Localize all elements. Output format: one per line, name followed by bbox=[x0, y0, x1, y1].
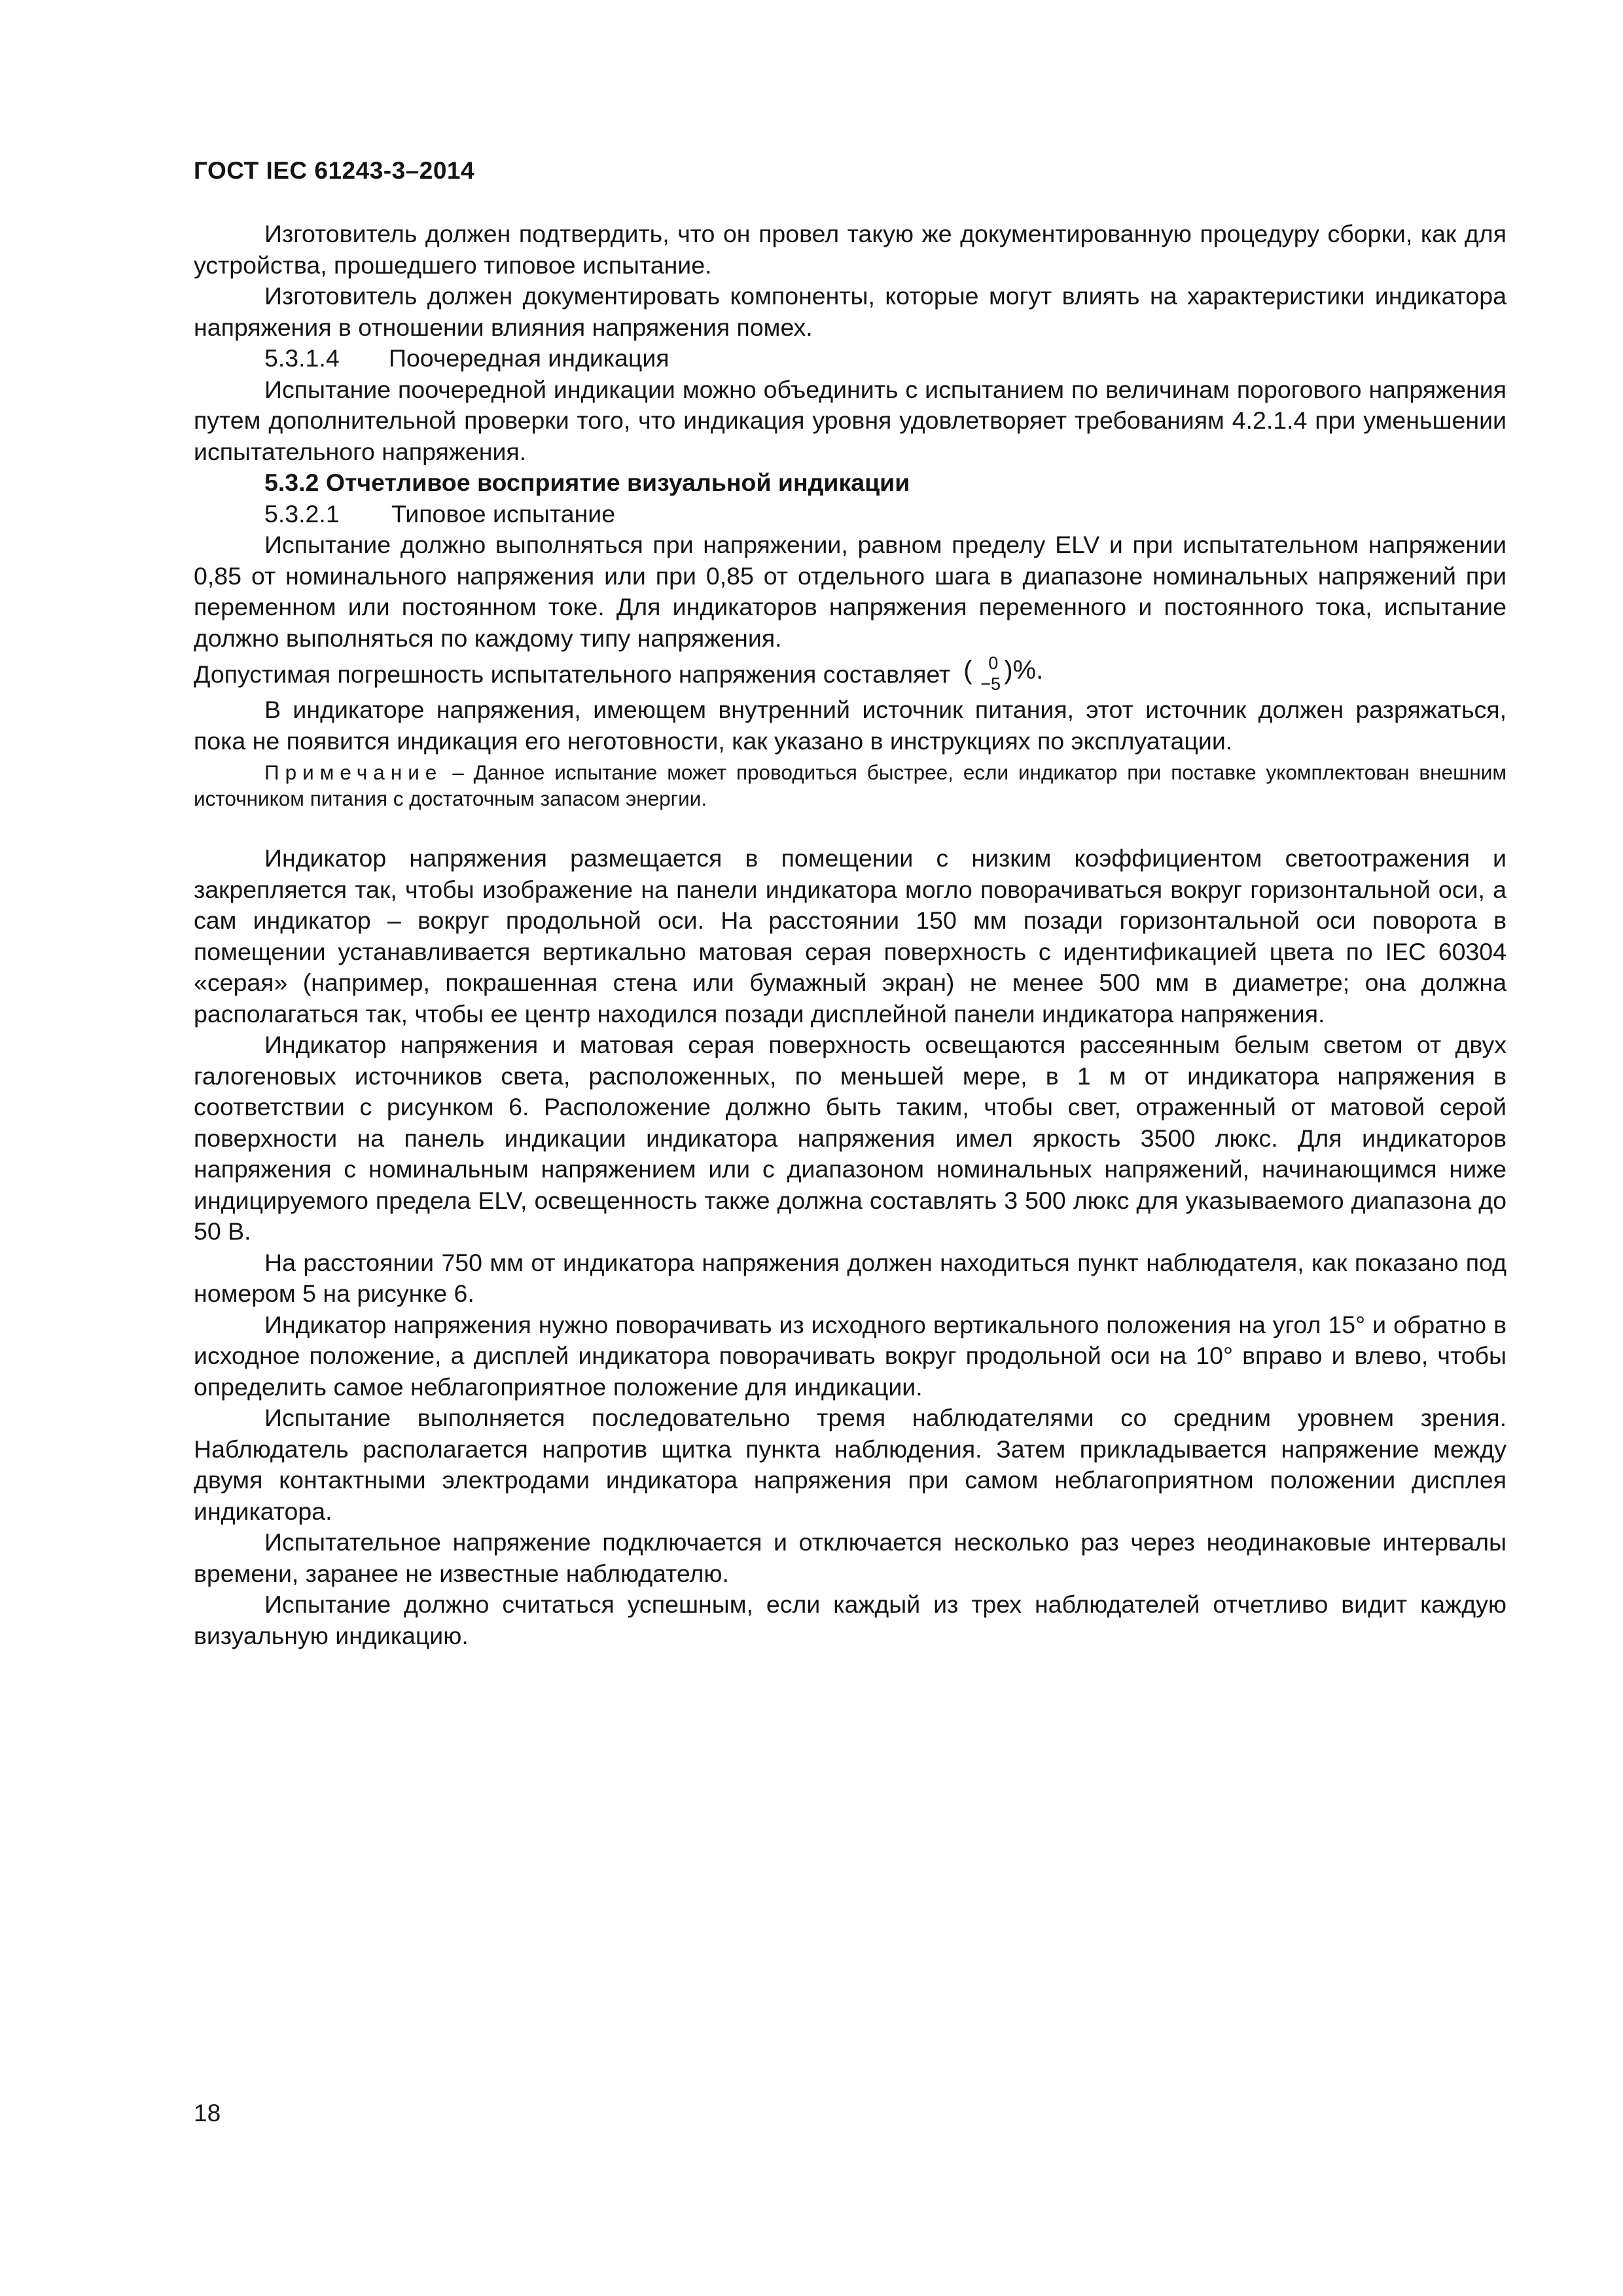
paragraph: В индикаторе напряжения, имеющем внутренний источник питания, этот источник должен разряжаться, пока не появится индикация его неготовности, как указано в инструкциях по эксплуатации. bbox=[194, 696, 1507, 755]
paragraph: Испытание должно выполняться при напряжении, равном пределу ELV и при испытательном напряжении 0,85 от номинального напряжения или при 0,85 от отдельного шага в диапазоне номинальных напряжений при переменном или постоянном токе. Для индикаторов напряжения переменного и постоянного тока, испытание должно выполняться по каждому типу напряжения. bbox=[194, 531, 1507, 652]
tolerance-lower: −5 bbox=[980, 674, 1001, 694]
note-label: Примечание bbox=[264, 761, 443, 784]
paragraph: Индикатор напряжения нужно поворачивать из исходного вертикального положения на угол 15° и обратно в исходное положение, а дисплей индикатора поворачивать вокруг продольной оси на 10° вправо и влево, чтобы определить самое неблагоприятное положение для индикации. bbox=[194, 1310, 1507, 1401]
paragraph: Испытание выполняется последовательно тремя наблюдателями со средним уровнем зрения. Наблюдатель располагается напротив щитка пункта наблюдения. Затем прикладывается напряжение между двумя контактными электродами индикатора напряжения при самом неблагоприятном положении дисплея индикатора. bbox=[194, 1404, 1507, 1525]
tolerance-line bbox=[194, 654, 1507, 694]
tolerance-suffix: )%. bbox=[1004, 656, 1044, 685]
section-title: Типовое испытание bbox=[391, 499, 616, 528]
note-text: – Данное испытание может проводиться быстрее, если индикатор при поставке укомплектован внешним источником питания с достаточным запасом энергии. bbox=[194, 761, 1507, 810]
tolerance-text: Допустимая погрешность испытательного напряжения составляет bbox=[194, 660, 951, 688]
tolerance-formula: ( 0 −5 )%. bbox=[963, 653, 1044, 694]
document-body bbox=[194, 219, 1507, 1651]
section-heading-5-3-2-1 bbox=[194, 499, 1507, 530]
paragraph: Испытание поочередной индикации можно объединить с испытанием по величинам порогового напряжения путем дополнительной проверки того, что индикация уровня удовлетворяет требованиям 4.2.1.4 при уменьшении испытательного напряжения. bbox=[194, 375, 1507, 465]
section-number: 5.3.2.1 bbox=[264, 499, 340, 528]
section-title: Поочередная индикация bbox=[389, 344, 669, 372]
page-number: 18 bbox=[194, 2100, 221, 2126]
paragraph: Изготовитель должен подтвердить, что он провел такую же документированную процедуру сборки, как для устройства, прошедшего типовое испытание. bbox=[194, 220, 1507, 279]
tolerance-upper: 0 bbox=[988, 653, 999, 673]
section-heading-5-3-1-4 bbox=[194, 343, 1507, 374]
note bbox=[194, 759, 1507, 812]
paragraph: Испытательное напряжение подключается и отключается несколько раз через неодинаковые интервалы времени, заранее не известные наблюдателю. bbox=[194, 1528, 1507, 1587]
paragraph: Изготовитель должен документировать компоненты, которые могут влиять на характеристики индикатора напряжения в отношении влияния напряжения помех. bbox=[194, 282, 1507, 341]
paragraph: Испытание должно считаться успешным, если каждый из трех наблюдателей отчетливо видит каждую визуальную индикацию. bbox=[194, 1590, 1507, 1649]
standard-header: ГОСТ IEC 61243-3–2014 bbox=[194, 157, 475, 184]
section-heading-5-3-2: 5.3.2 Отчетливое восприятие визуальной индикации bbox=[264, 469, 910, 496]
paragraph: На расстоянии 750 мм от индикатора напряжения должен находиться пункт наблюдателя, как показано под номером 5 на рисунке 6. bbox=[194, 1248, 1507, 1307]
spacer bbox=[194, 812, 1507, 843]
paragraph: Индикатор напряжения размещается в помещении с низким коэффициентом светоотражения и закрепляется так, чтобы изображение на панели индикатора могло поворачиваться вокруг горизонтальной оси, а сам индикатор – вокруг продольной оси. На расстоянии 150 мм позади горизонтальной оси поворота в помещении устанавливается вертикально матовая серая поверхность с идентификацией цвета по IEC 60304 «серая» (например, покрашенная стена или бумажный экран) не менее 500 мм в диаметре; она должна располагаться так, чтобы ее центр находился позади дисплейной панели индикатора напряжения. bbox=[194, 844, 1507, 1028]
paragraph: Индикатор напряжения и матовая серая поверхность освещаются рассеянным белым светом от двух галогеновых источников света, расположенных, по меньшей мере, в 1 м от индикатора напряжения в соответствии с рисунком 6. Расположение должно быть таким, чтобы свет, отраженный от матовой серой поверхности на панель индикации индикатора напряжения имел яркость 3500 люкс. Для индикаторов напряжения с номинальным напряжением или с диапазоном номинальных напряжений, начинающимся ниже индицируемого предела ELV, освещенность также должна составлять 3 500 люкс для указываемого диапазона до 50 В. bbox=[194, 1031, 1507, 1245]
section-number: 5.3.1.4 bbox=[264, 344, 340, 372]
